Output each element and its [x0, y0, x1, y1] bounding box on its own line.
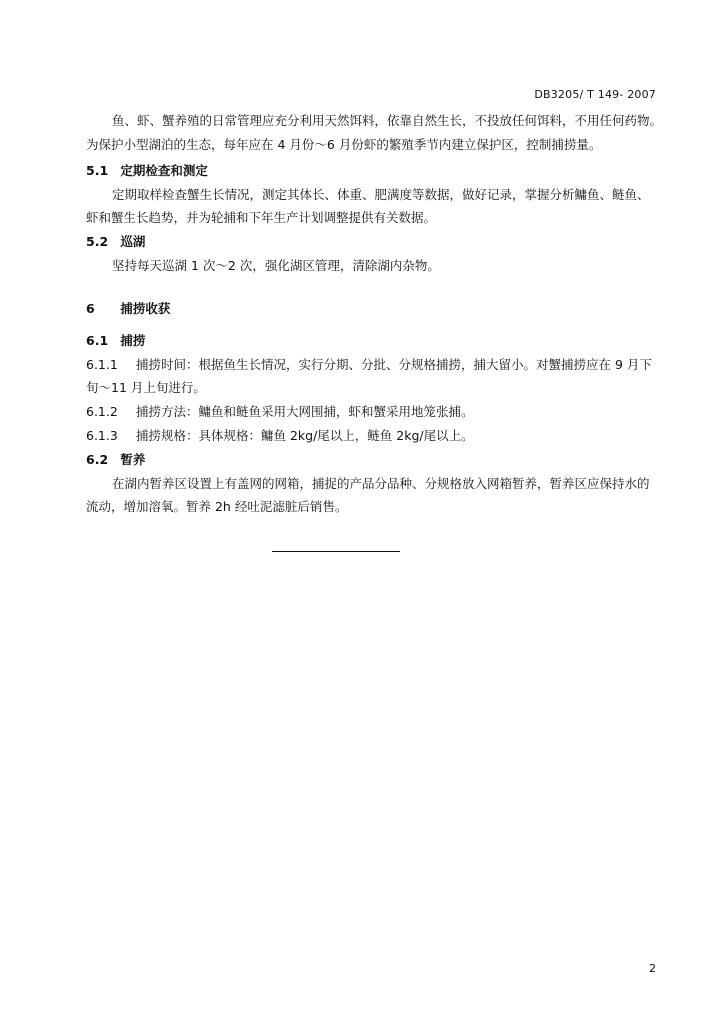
clause-text: 捕捞方法：鳙鱼和鲢鱼采用大网围捕，虾和蟹采用地笼张捕。 — [135, 404, 474, 419]
clause-6-1-2 — [86, 403, 656, 421]
intro-line-2: 为保护小型湖泊的生态，每年应在 4 月份～6 月份虾的繁殖季节内建立保护区，控制捕捞量。 — [86, 137, 602, 152]
intro-line-1: 鱼、虾、蟹养殖的日常管理应充分利用天然饵料，依靠自然生长，不投放任何饵料，不用任何药物。 — [112, 113, 663, 128]
section-5-1-heading — [86, 162, 656, 180]
page-number: 2 — [649, 962, 656, 975]
section-number: 5.1 — [86, 163, 109, 178]
section-title: 暂养 — [120, 452, 146, 467]
section-6-2-line-2: 流动，增加溶氧。暂养 2h 经吐泥滤脏后销售。 — [86, 499, 348, 514]
section-title: 捕捞收获 — [120, 301, 171, 316]
section-5-2-line-1: 坚持每天巡湖 1 次～2 次，强化湖区管理，清除湖内杂物。 — [112, 258, 440, 273]
section-6-2-line-1: 在湖内暂养区设置上有盖网的网箱，捕捉的产品分品种、分规格放入网箱暂养，暂养区应保持水的 — [112, 476, 650, 491]
clause-6-1-1-line-1 — [86, 356, 656, 374]
section-6-heading — [86, 300, 656, 318]
section-number: 6 — [86, 301, 95, 316]
standard-code: DB3205/ T 149- 2007 — [534, 88, 656, 101]
clause-6-1-3 — [86, 427, 656, 445]
clause-number: 6.1.1 — [86, 357, 118, 372]
section-number: 6.2 — [86, 452, 109, 467]
section-number: 6.1 — [86, 333, 109, 348]
section-5-1-line-1: 定期取样检查蟹生长情况，测定其体长、体重、肥满度等数据，做好记录，掌握分析鳙鱼、鲢鱼、 — [112, 187, 650, 202]
end-rule — [272, 551, 400, 552]
section-5-1-line-2: 虾和蟹生长趋势，并为轮捕和下年生产计划调整提供有关数据。 — [86, 210, 437, 225]
section-title: 巡湖 — [120, 234, 146, 249]
section-6-1-heading — [86, 332, 656, 350]
clause-text: 捕捞时间：根据鱼生长情况，实行分期、分批、分规格捕捞，捕大留小。对蟹捕捞应在 9 月下 — [135, 357, 652, 372]
clause-number: 6.1.3 — [86, 428, 118, 443]
section-title: 定期检查和测定 — [120, 163, 208, 178]
section-title: 捕捞 — [120, 333, 146, 348]
section-number: 5.2 — [86, 234, 109, 249]
clause-text: 捕捞规格：具体规格：鳙鱼 2kg/尾以上，鲢鱼 2kg/尾以上。 — [135, 428, 474, 443]
section-5-2-heading — [86, 233, 656, 251]
clause-number: 6.1.2 — [86, 404, 118, 419]
section-6-2-heading — [86, 451, 656, 469]
clause-6-1-1-line-2: 旬～11 月上旬进行。 — [86, 380, 206, 395]
